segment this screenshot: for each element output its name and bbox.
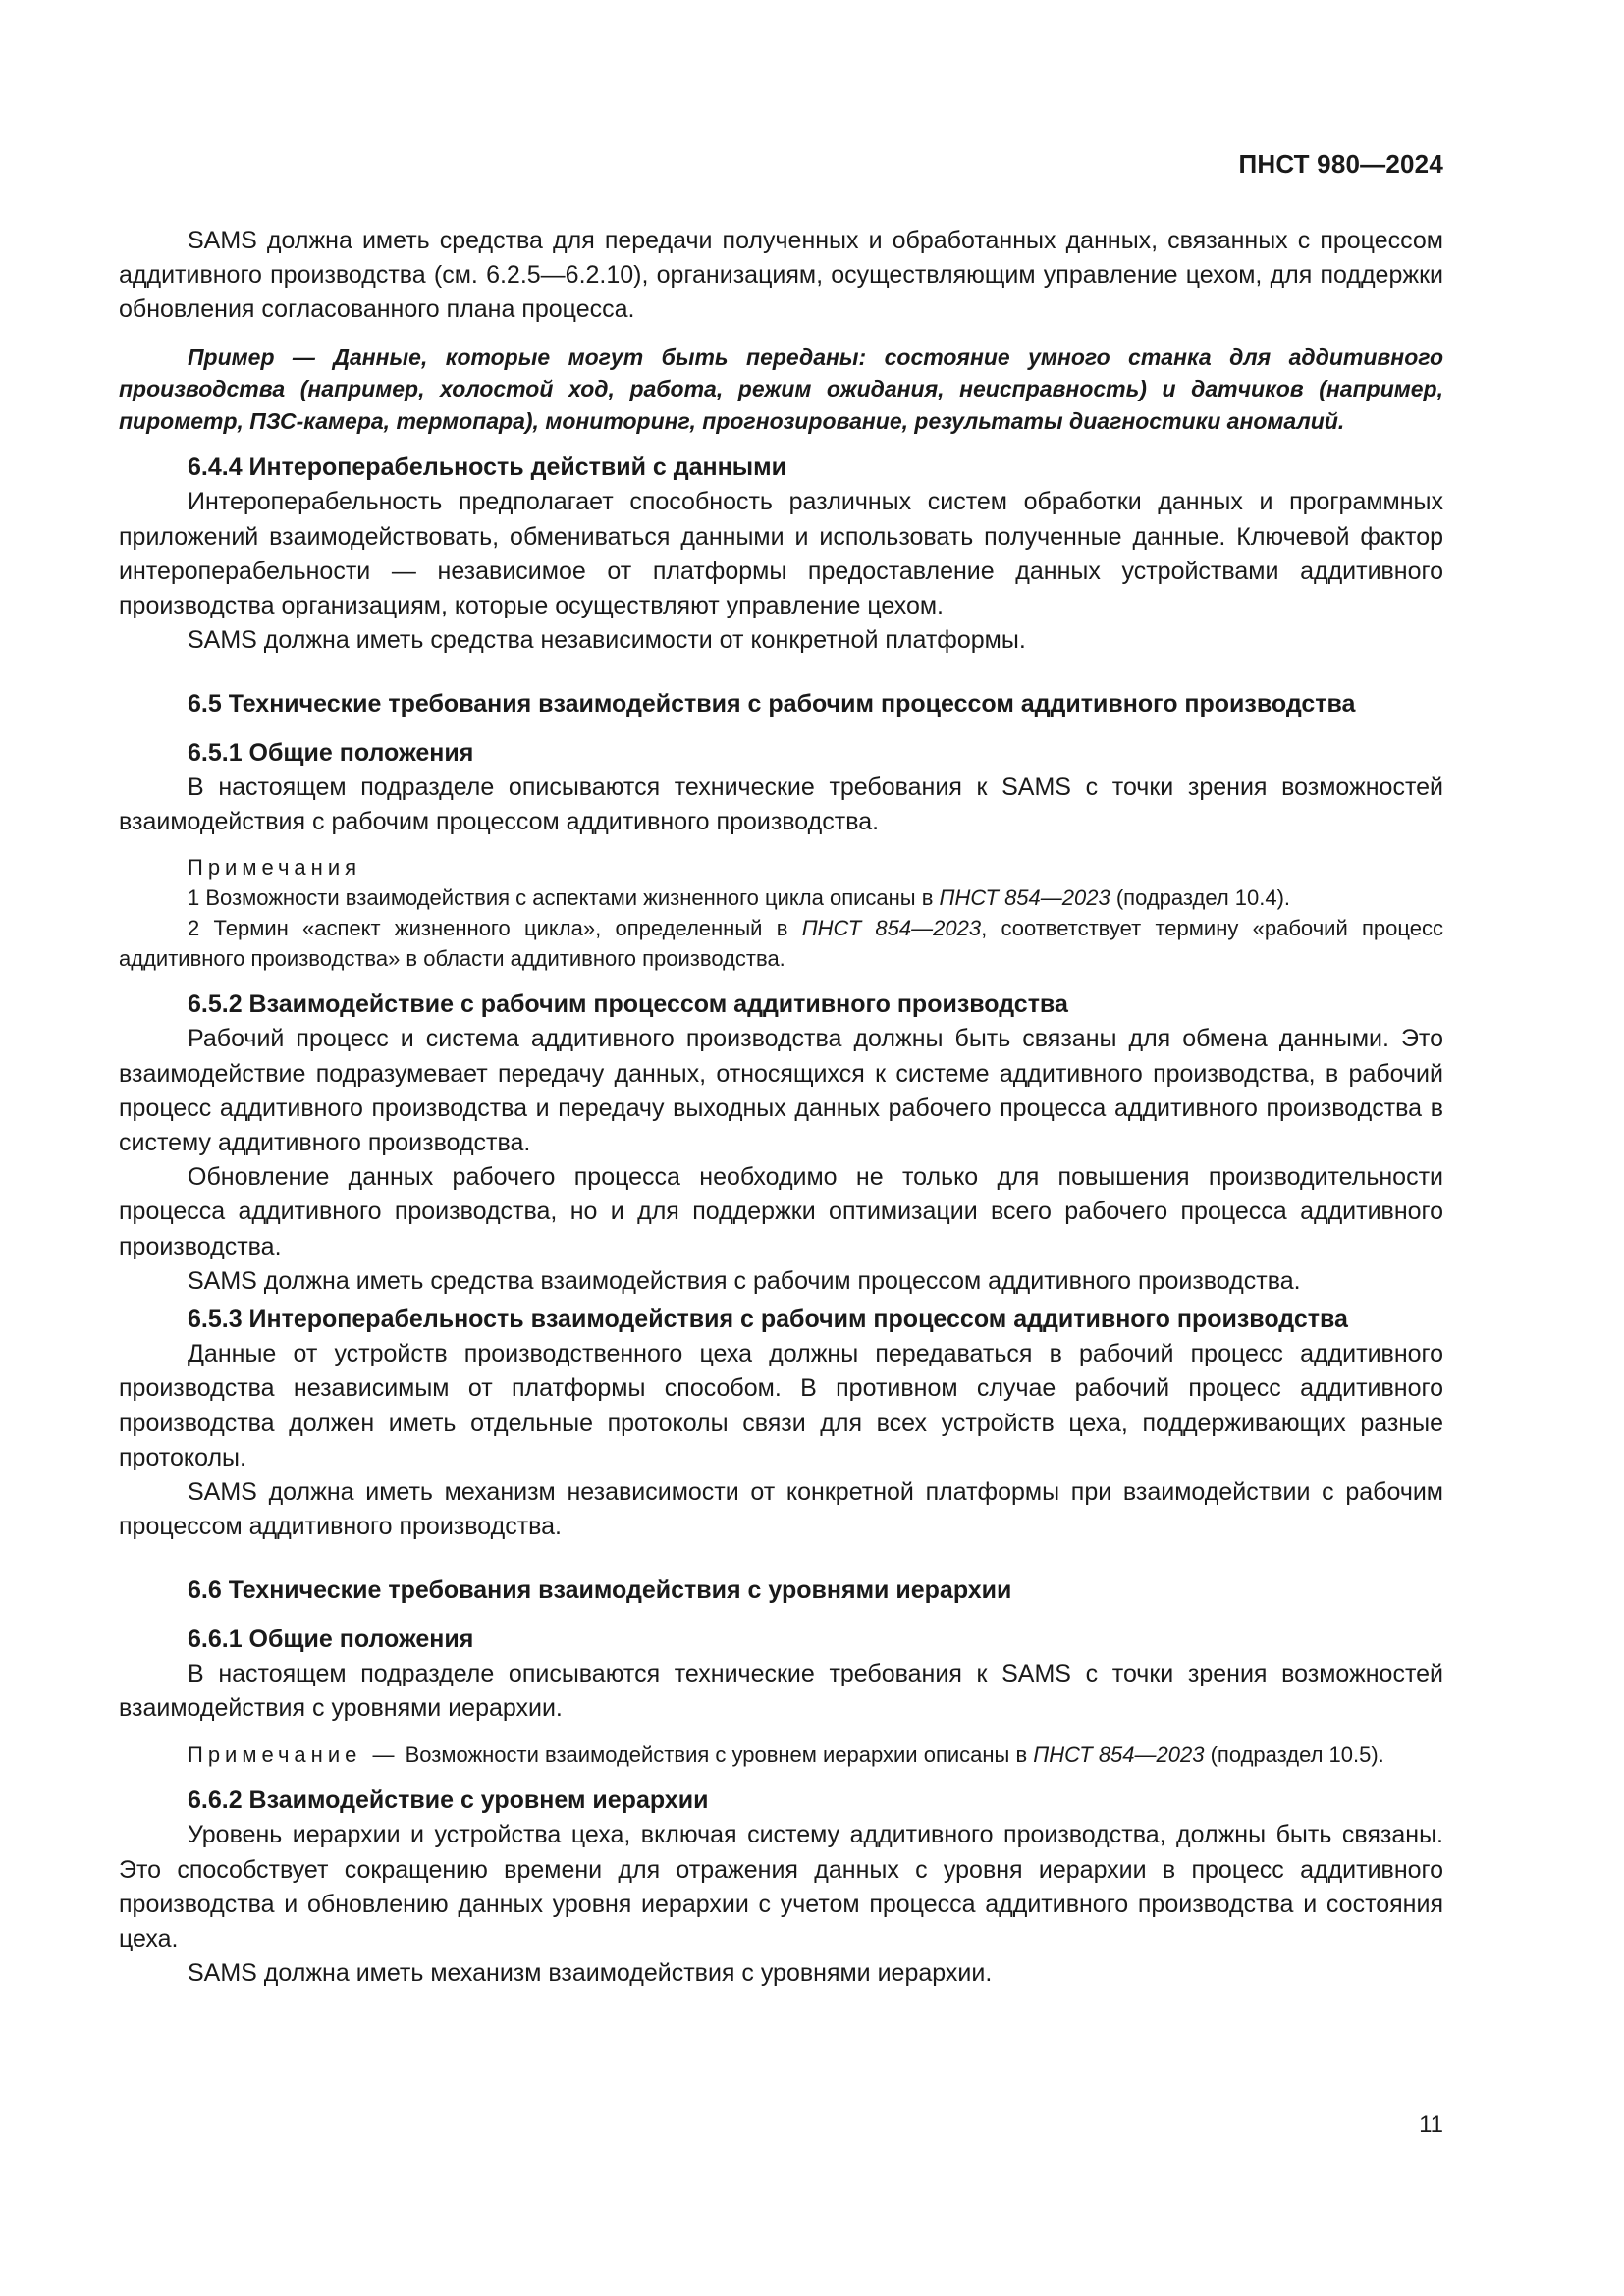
page-content [119, 224, 1443, 1991]
section-6-6-1-paragraph-1: В настоящем подразделе описываются технические требования к SAMS с точки зрения возможностей взаимодействия с уровнями иерархии. [119, 1659, 1443, 1722]
section-6-5-1-paragraph-1: В настоящем подразделе описываются технические требования к SAMS с точки зрения возможностей взаимодействия с рабочим процессом аддитивного производства. [119, 773, 1443, 835]
section-6-6-2-paragraph-1: Уровень иерархии и устройства цеха, включая систему аддитивного производства, должны быть связаны. Это способствует сокращению времени для отражения данных с уровня иерархии в процесс аддитивного производства и обновлению данных уровня иерархии с учетом процесса аддитивного производства и состояния цеха. [119, 1821, 1443, 1953]
section-6-5-heading: 6.5 Технические требования взаимодействия с рабочим процессом аддитивного производства [188, 690, 1356, 719]
note-6-6-1 [119, 1739, 1443, 1770]
note-2-tail: , соответствует термину «рабочий процесс аддитивного производства» в области аддитивного производства. [119, 916, 1443, 972]
section-6-5-1-heading: 6.5.1 Общие положения [188, 738, 474, 767]
section-6-5-3-paragraph-2: SAMS должна иметь механизм независимости от конкретной платформы при взаимодействии с рабочим процессом аддитивного производства. [119, 1477, 1443, 1541]
section-6-5-3-paragraph-1: Данные от устройств производственного цеха должны передаваться в рабочий процесс аддитивного производства независимым от платформы способом. В противном случае рабочий процесс аддитивного производства должен иметь отдельные протоколы связи для всех устройств цеха, поддерживающих разные протоколы. [119, 1340, 1443, 1471]
note-1-tail: (подраздел 10.4). [1115, 885, 1291, 911]
section-6-5-2-paragraph-3: SAMS должна иметь средства взаимодействия с рабочим процессом аддитивного производства. [188, 1266, 1301, 1295]
section-6-6-2-heading: 6.6.2 Взаимодействие с уровнем иерархии [188, 1787, 709, 1815]
note-2-reference: ПНСТ 854—2023 [801, 916, 982, 941]
section-6-6-heading: 6.6 Технические требования взаимодействия с уровнями иерархии [188, 1576, 1012, 1605]
note-1 [119, 882, 1443, 913]
section-6-4-4-paragraph-1: Интероперабельность предполагает способность различных систем обработки данных и программных приложений взаимодействовать, обмениваться данными и использовать полученные данные. Ключевой фактор интероперабельности — независимое от платформы предоставление данных устройствами аддитивного производства организациям, которые осуществляют управление цехом. [119, 488, 1443, 619]
document-code: ПНСТ 980—2024 [1238, 149, 1443, 179]
notes-label: Примечания [188, 855, 362, 881]
section-6-4-4-heading: 6.4.4 Интероперабельность действий с данными [188, 454, 786, 482]
section-6-5-3-heading: 6.5.3 Интероперабельность взаимодействия с рабочим процессом аддитивного производства [188, 1305, 1348, 1333]
note-6-6-1-tail: (подраздел 10.5). [1210, 1742, 1384, 1768]
note-6-6-1-reference: ПНСТ 854—2023 [1033, 1742, 1205, 1768]
note-6-6-1-label: Примечание — [188, 1742, 400, 1768]
intro-paragraph: SAMS должна иметь средства для передачи полученных и обработанных данных, связанных с процессом аддитивного производства (см. 6.2.5—6.2.10), организациям, осуществляющим управление цехом, для поддержки обновления согласованного плана процесса. [119, 227, 1443, 324]
section-6-5-2-heading: 6.5.2 Взаимодействие с рабочим процессом аддитивного производства [188, 990, 1068, 1019]
section-6-5-2-paragraph-1: Рабочий процесс и система аддитивного производства должны быть связаны для обмена данными. Это взаимодействие подразумевает передачу данных, относящихся к системе аддитивного производства, в рабочий процесс аддитивного производства и передачу выходных данных рабочего процесса аддитивного производства в систему аддитивного производства. [119, 1025, 1443, 1156]
note-1-text: 1 Возможности взаимодействия с аспектами жизненного цикла описаны в [188, 885, 934, 911]
section-6-5-2-paragraph-2: Обновление данных рабочего процесса необходимо не только для повышения производительности процесса аддитивного производства, но и для поддержки оптимизации всего рабочего процесса аддитивного производства. [119, 1163, 1443, 1260]
example-paragraph: Пример — Данные, которые могут быть переданы: состояние умного станка для аддитивного производства (например, холостой ход, работа, режим ожидания, неисправность) и датчиков (например, пирометр, ПЗС-камера, термопара), мониторинг, прогнозирование, результаты диагностики аномалий. [119, 344, 1443, 434]
section-6-6-2-paragraph-2: SAMS должна иметь механизм взаимодействия с уровнями иерархии. [188, 1959, 993, 1988]
section-6-6-1-heading: 6.6.1 Общие положения [188, 1625, 474, 1653]
note-1-reference: ПНСТ 854—2023 [939, 885, 1110, 911]
note-6-6-1-text: Возможности взаимодействия с уровнем иерархии описаны в [405, 1742, 1028, 1768]
page-number: 11 [1419, 2111, 1443, 2138]
section-6-4-4-paragraph-2: SAMS должна иметь средства независимости от конкретной платформы. [188, 626, 1026, 655]
note-2 [119, 913, 1443, 974]
note-2-text: 2 Термин «аспект жизненного цикла», определенный в [188, 916, 788, 941]
